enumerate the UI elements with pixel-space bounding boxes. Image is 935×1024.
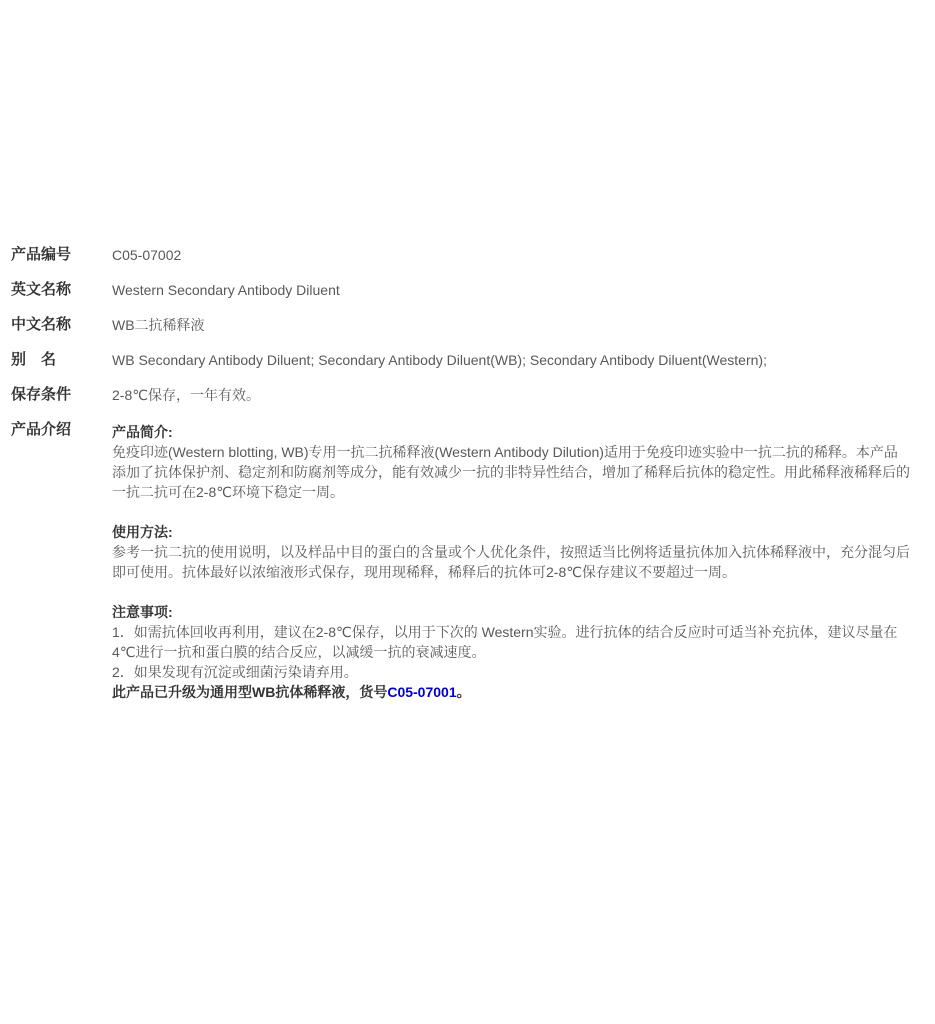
chinese-name-label: 中文名称 <box>11 316 72 333</box>
upgrade-note-prefix: 此产品已升级为通用型WB抗体稀释液，货号 <box>112 684 388 700</box>
aliases-label: 别 名 <box>11 351 57 368</box>
usage-method-paragraph: 参考一抗二抗的使用说明，以及样品中目的蛋白的含量或个人优化条件，按照适当比例将适量抗体加入抗体稀释液中，充分混匀后即可使用。抗体最好以浓缩液形式保存，现用现稀释，稀释后的抗体可2-8℃保存建议不要超过一周。 <box>112 544 910 580</box>
product-info-table <box>0 247 935 702</box>
upgrade-note-suffix: 。 <box>456 684 471 700</box>
product-introduction-body <box>112 422 935 702</box>
product-introduction-label: 产品介绍 <box>11 421 72 438</box>
row-storage-conditions <box>0 387 935 403</box>
intro-summary-paragraph: 免疫印迹(Western blotting, WB)专用一抗二抗稀释液(Western Antibody Dilution)适用于免疫印迹实验中一抗二抗的稀释。本产品添加了抗体保护剂、稳定剂和防腐剂等成分，能有效减少一抗的非特异性结合，增加了稀释后抗体的稳定性。用此稀释液稀释后的一抗二抗可在2-8℃环境下稳定一周。 <box>112 444 910 500</box>
product-code-label: 产品编号 <box>11 246 72 263</box>
row-product-code <box>0 247 935 263</box>
row-product-introduction <box>0 422 935 702</box>
precautions-item-2: 2．如果发现有沉淀或细菌污染请弃用。 <box>112 664 358 680</box>
english-name-value: Western Secondary Antibody Diluent <box>112 282 340 298</box>
row-aliases <box>0 352 935 368</box>
upgrade-note <box>112 682 911 702</box>
row-chinese-name <box>0 317 935 333</box>
upgrade-product-link[interactable]: C05-07001 <box>387 684 457 700</box>
precautions-heading: 注意事项: <box>112 604 173 620</box>
storage-conditions-value: 2-8℃保存，一年有效。 <box>112 387 260 403</box>
chinese-name-value: WB二抗稀释液 <box>112 317 205 333</box>
product-code-value: C05-07002 <box>112 247 182 263</box>
aliases-value: WB Secondary Antibody Diluent; Secondary Antibody Diluent(WB); Secondary Antibody Diluent(Western); <box>112 352 767 368</box>
english-name-label: 英文名称 <box>11 281 72 298</box>
storage-conditions-label: 保存条件 <box>11 386 72 403</box>
usage-method-heading: 使用方法: <box>112 524 173 540</box>
precautions-item-1: 1．如需抗体回收再利用，建议在2-8℃保存，以用于下次的 Western实验。进行抗体的结合反应时可适当补充抗体，建议尽量在 4℃进行一抗和蛋白膜的结合反应，以减缓一抗的衰减速度。 <box>112 624 898 660</box>
row-english-name <box>0 282 935 298</box>
intro-summary-heading: 产品简介: <box>112 424 173 440</box>
